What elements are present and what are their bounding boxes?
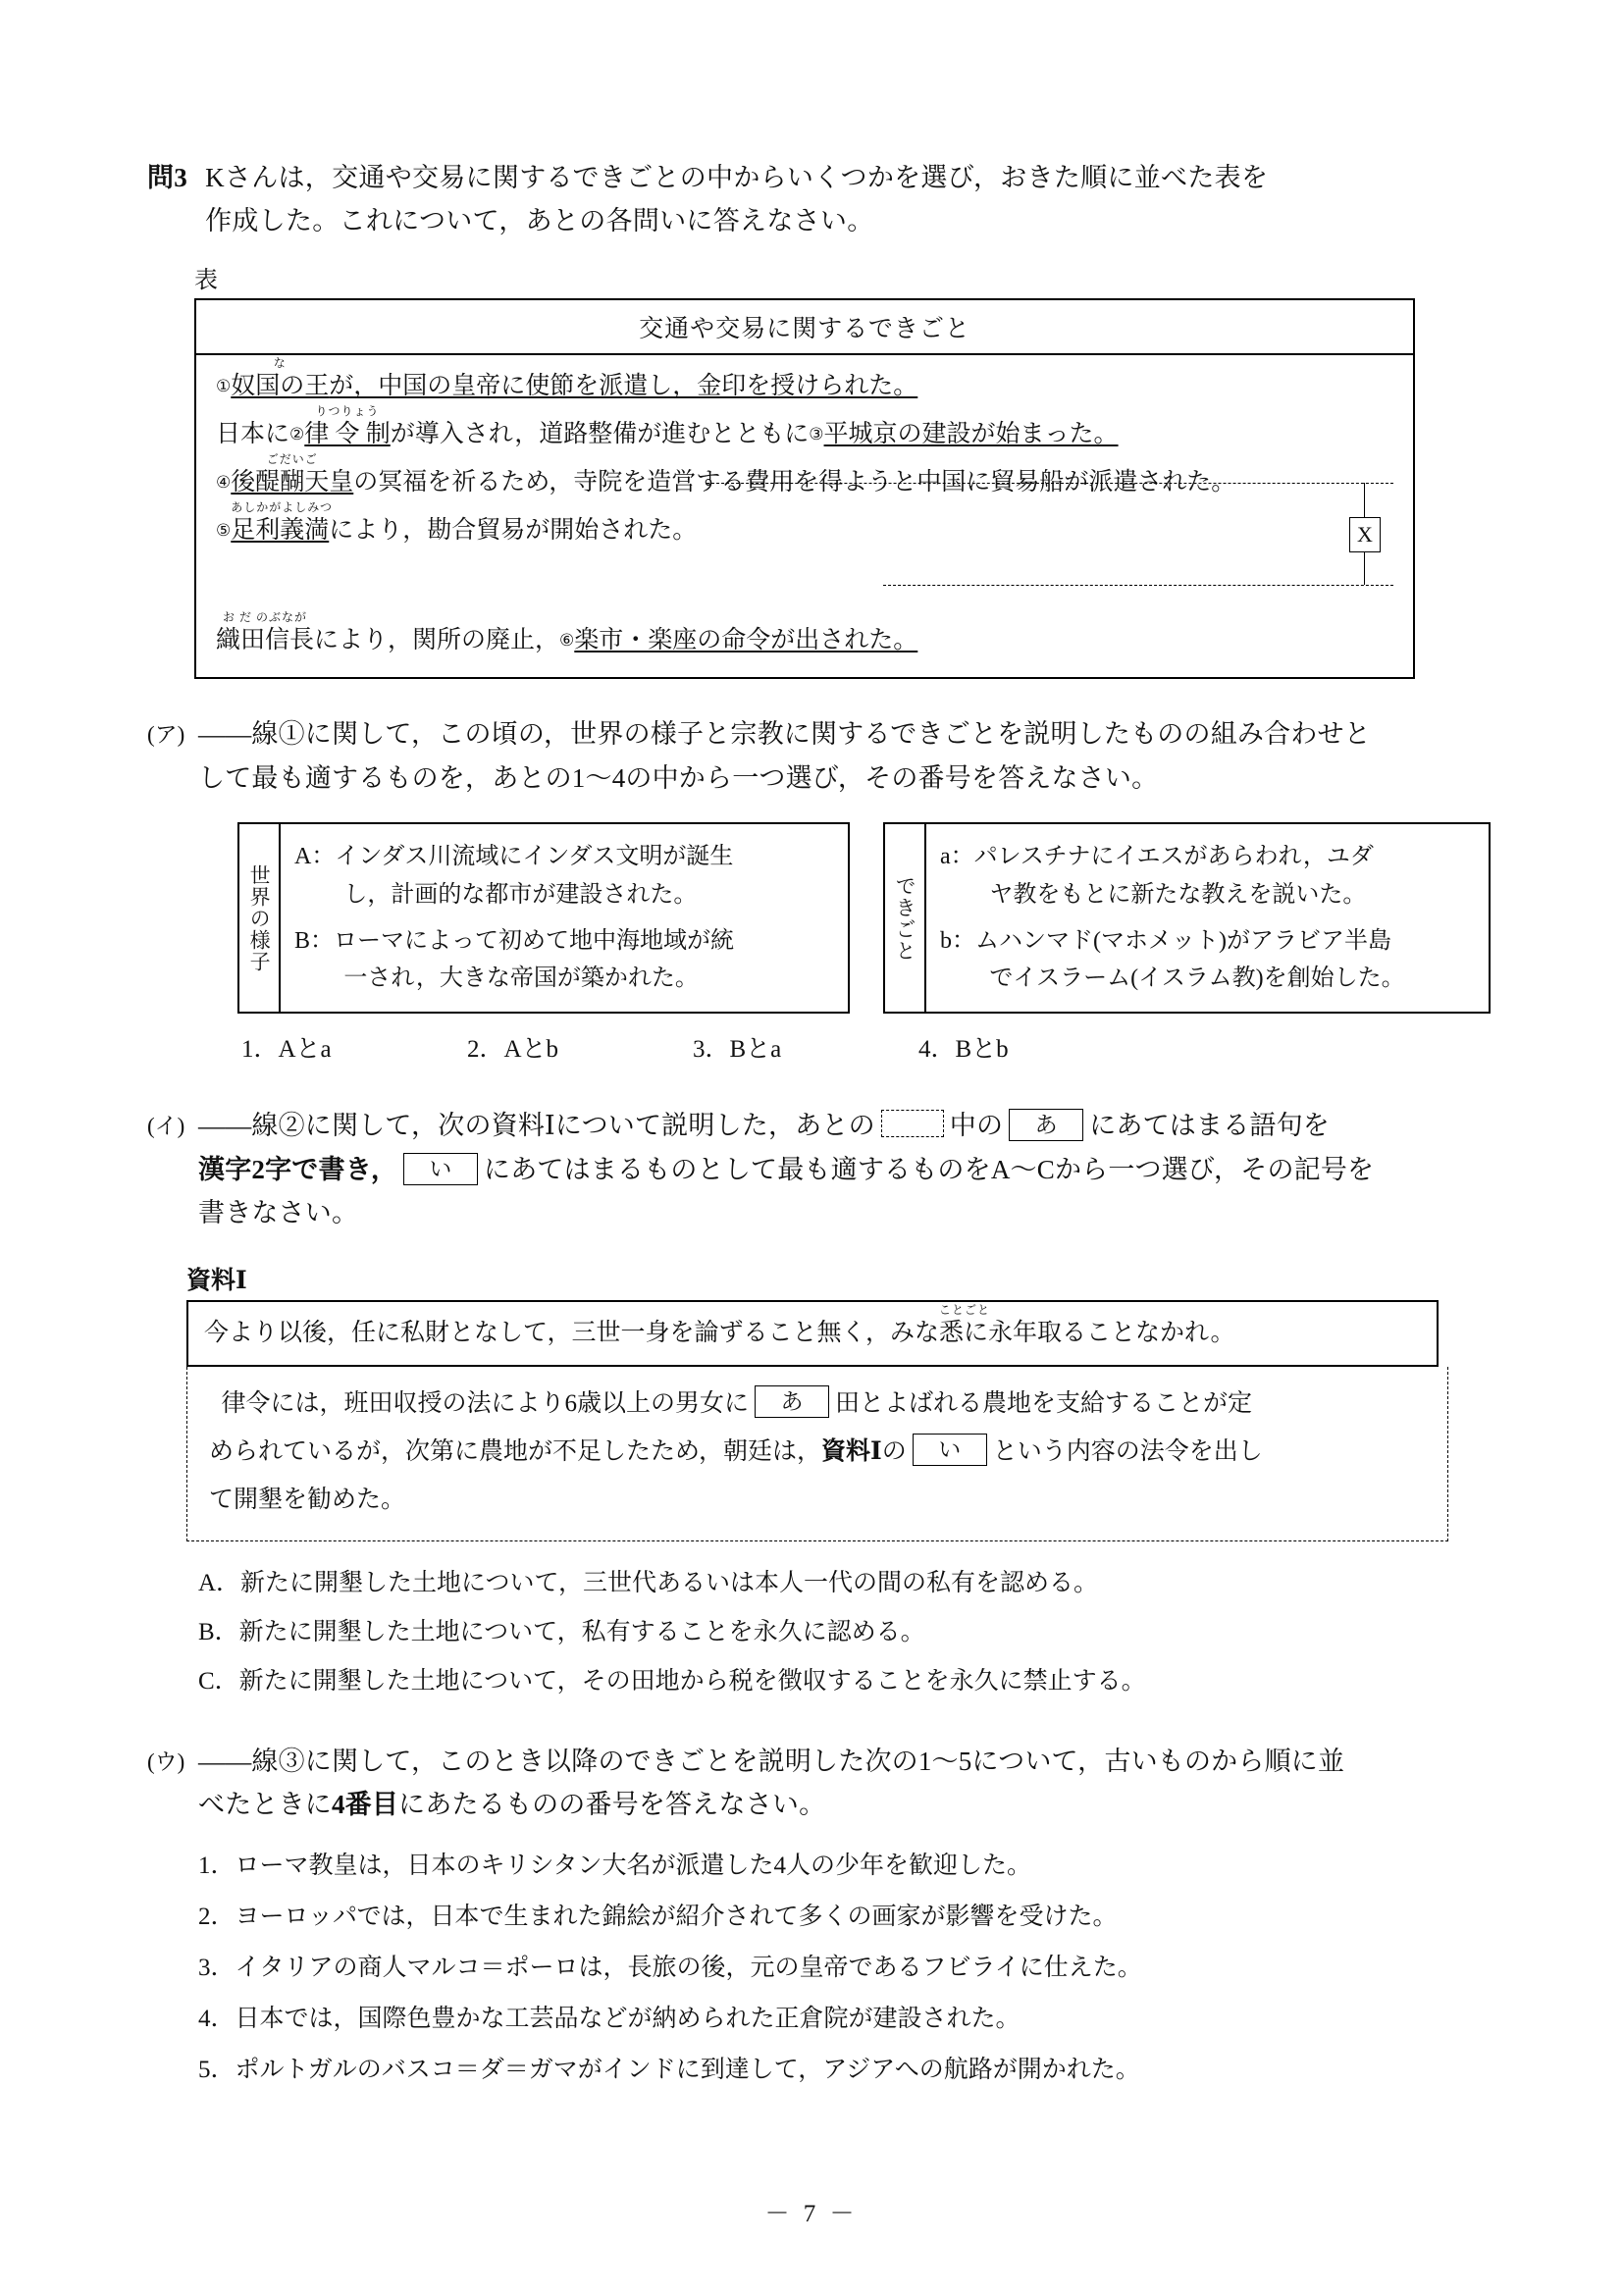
explanation-box — [186, 1367, 1448, 1540]
table-rows — [196, 355, 1413, 677]
row2-mark: ② — [289, 425, 305, 444]
question-number: 問3 — [147, 163, 188, 192]
choice-boxes — [237, 822, 1491, 1015]
table-row — [216, 404, 1393, 459]
subquestion-a-line1: ——線①に関して，この頃の，世界の様子と宗教に関するできごとを説明したものの組み合わせと — [198, 719, 1371, 750]
question-line-2: 作成した。これについて，あとの各問いに答えなさい。 — [205, 205, 874, 235]
row5-text: により，関所の廃止， — [314, 627, 560, 654]
explanation-line-1: 律令には，班田収授の法により6歳以上の男女に あ 田とよばれる農地を支給することが定 — [209, 1381, 1426, 1429]
subquestion-c — [147, 1740, 1482, 1828]
explanation-blank-i[interactable]: い — [913, 1434, 987, 1466]
explanation-line-3: て開墾を勧めた。 — [209, 1486, 406, 1513]
row4-mark: ⑤ — [216, 520, 232, 540]
explanation-blank-a[interactable]: あ — [755, 1385, 829, 1418]
chronology-option-2[interactable]: 2．ヨーロッパでは，日本で生まれた錦絵が紹介されて多くの画家が影響を受けた。 — [198, 1904, 1118, 1931]
choice-B: B：ローマによって初めて地中海地域が統 一され，大きな帝国が築かれた。 — [294, 927, 735, 992]
chronology-option-4[interactable]: 4．日本では，国際色豊かな工芸品などが納められた正倉院が建設された。 — [198, 2006, 1021, 2033]
x-dash-upper — [707, 483, 1393, 484]
row5-mark2: ⑥ — [559, 631, 575, 651]
choice-b: b：ムハンマド(マホメット)がアラビア半島 でイスラーム(イスラム教)を創始した。 — [940, 927, 1405, 992]
subquestion-a-mark: (ア) — [147, 722, 185, 748]
chronology-option-1[interactable]: 1．ローマ教皇は，日本のキリシタン大名が派遣した4人の少年を歓迎した。 — [198, 1852, 1032, 1880]
subquestion-c-line2: べたときに4番目にあたるものの番号を答えなさい。 — [198, 1790, 826, 1820]
row3-text: の冥福を祈るため，寺院を造営する費用を得ようと中国に貿易船が派遣された。 — [353, 468, 1236, 496]
dashed-placeholder — [881, 1110, 944, 1137]
abc-choice-B[interactable]: B．新たに開墾した土地について，私有することを永久に認める。 — [198, 1618, 925, 1645]
world-situation-label: 世界の様子 — [239, 824, 281, 1013]
question-heading — [147, 157, 1482, 242]
answer-option-2[interactable]: 2．Aとb — [467, 1036, 559, 1064]
chronology-option-3[interactable]: 3．イタリアの商人マルコ＝ポーロは，長旅の後，元の皇帝であるフビライに仕えた。 — [198, 1955, 1142, 1982]
shiryo-label: 資料Ⅰ — [186, 1268, 247, 1295]
row2-text: が導入され，道路整備が進むとともに — [390, 421, 810, 448]
events-label: できごと — [885, 824, 926, 1013]
page-content — [147, 157, 1482, 2096]
abc-choice-A[interactable]: A．新たに開墾した土地について，三世代あるいは本人一代の間の私有を認める。 — [198, 1569, 1099, 1596]
answer-option-4[interactable]: 4．Bとb — [918, 1036, 1009, 1064]
abc-choices — [198, 1559, 1482, 1706]
page-number: － 7 － — [764, 2201, 859, 2227]
subquestion-b-line1: ——線②に関して，次の資料Ⅰについて説明した，あとの 中の あ にあてはまる語句を — [198, 1110, 1331, 1140]
row1-text: が，中国の皇帝に使節を派遣し，金印を授けられた。 — [329, 373, 918, 400]
row2-mark2: ③ — [809, 425, 824, 444]
row3-ruby-term: ごだいご 後醍醐天皇 — [231, 451, 354, 496]
choice-A: A：インダス川流域にインダス文明が誕生 し，計画的な都市が建設された。 — [294, 843, 734, 908]
row2-prefix: 日本に — [216, 421, 290, 448]
blank-a[interactable]: あ — [1009, 1109, 1083, 1141]
subquestion-c-mark: (ウ) — [147, 1748, 185, 1774]
row5-text2: 楽市・楽座の命令が出された。 — [574, 627, 918, 654]
events-table — [194, 298, 1415, 679]
chronology-option-5[interactable]: 5．ポルトガルのバスコ＝ダ＝ガマがインドに到達して，アジアへの航路が開かれた。 — [198, 2057, 1140, 2084]
table-row — [216, 499, 1393, 555]
question-line-1: Kさんは，交通や交易に関するできごとの中からいくつかを選び，おきた順に並べた表を — [205, 163, 1269, 192]
subquestion-b-mark: (イ) — [147, 1113, 185, 1138]
row5-ruby-term: お だ のぶなが 織田信長 — [216, 610, 315, 654]
world-situation-box — [237, 822, 850, 1015]
table-gap-row — [216, 554, 1393, 617]
table-label: 表 — [194, 268, 218, 294]
events-box — [883, 822, 1491, 1015]
explanation-line-2: められているが，次第に農地が不足したため，朝廷は，資料Ⅰの い という内容の法令を出し — [209, 1429, 1426, 1477]
choice-a: a：パレスチナにイエスがあらわれ，ユダ ヤ教をもとに新たな教えを説いた。 — [940, 843, 1374, 908]
table-row — [216, 356, 1393, 411]
row2-ruby-term: りつりょう 律 令 制 — [304, 404, 391, 448]
table-row — [216, 610, 1393, 665]
row1-ruby-term: な 奴国の王 — [231, 356, 330, 400]
shiryo-ruby-term: ことごと 悉 — [939, 1303, 991, 1347]
subquestion-b — [147, 1104, 1482, 1235]
shiryo-box: 今より以後，任に私財となして，三世一身を論ずること無く，みな ことごと 悉に永年取ることなかれ。 — [186, 1300, 1439, 1367]
blank-i[interactable]: い — [403, 1153, 478, 1185]
subquestion-b-line3: 書きなさい。 — [198, 1198, 359, 1228]
answer-option-3[interactable]: 3．Bとa — [693, 1036, 782, 1064]
subquestion-c-line1: ——線③に関して，このとき以降のできごとを説明した次の1～5について，古いものから順に並 — [198, 1746, 1345, 1776]
table-header: 交通や交易に関するできごと — [196, 300, 1413, 355]
subquestion-a-line2: して最も適するものを，あとの1～4の中から一つ選び，その番号を答えなさい。 — [198, 763, 1159, 794]
row4-ruby-term: あしかがよしみつ 足利義満 — [231, 499, 334, 544]
row1-mark: ① — [216, 377, 232, 396]
answer-option-1[interactable]: 1．Aとa — [241, 1036, 332, 1064]
chronology-options — [198, 1841, 1482, 2096]
answer-options-a — [241, 1029, 1491, 1070]
row4-text: により，勘合貿易が開始された。 — [329, 516, 698, 544]
x-dash-lower — [883, 585, 1393, 586]
row3-mark: ④ — [216, 472, 232, 492]
x-answer-box[interactable]: X — [1349, 517, 1381, 552]
subquestion-a — [147, 712, 1482, 1070]
subquestion-b-line2: 漢字2字で書き， い にあてはまるものとして最も適するものをA～Cから一つ選び，その記号を — [198, 1154, 1375, 1184]
abc-choice-C[interactable]: C．新たに開墾した土地について，その田地から税を徴収することを永久に禁止する。 — [198, 1667, 1146, 1695]
row2-text2: 平城京の建設が始まった。 — [823, 421, 1119, 448]
